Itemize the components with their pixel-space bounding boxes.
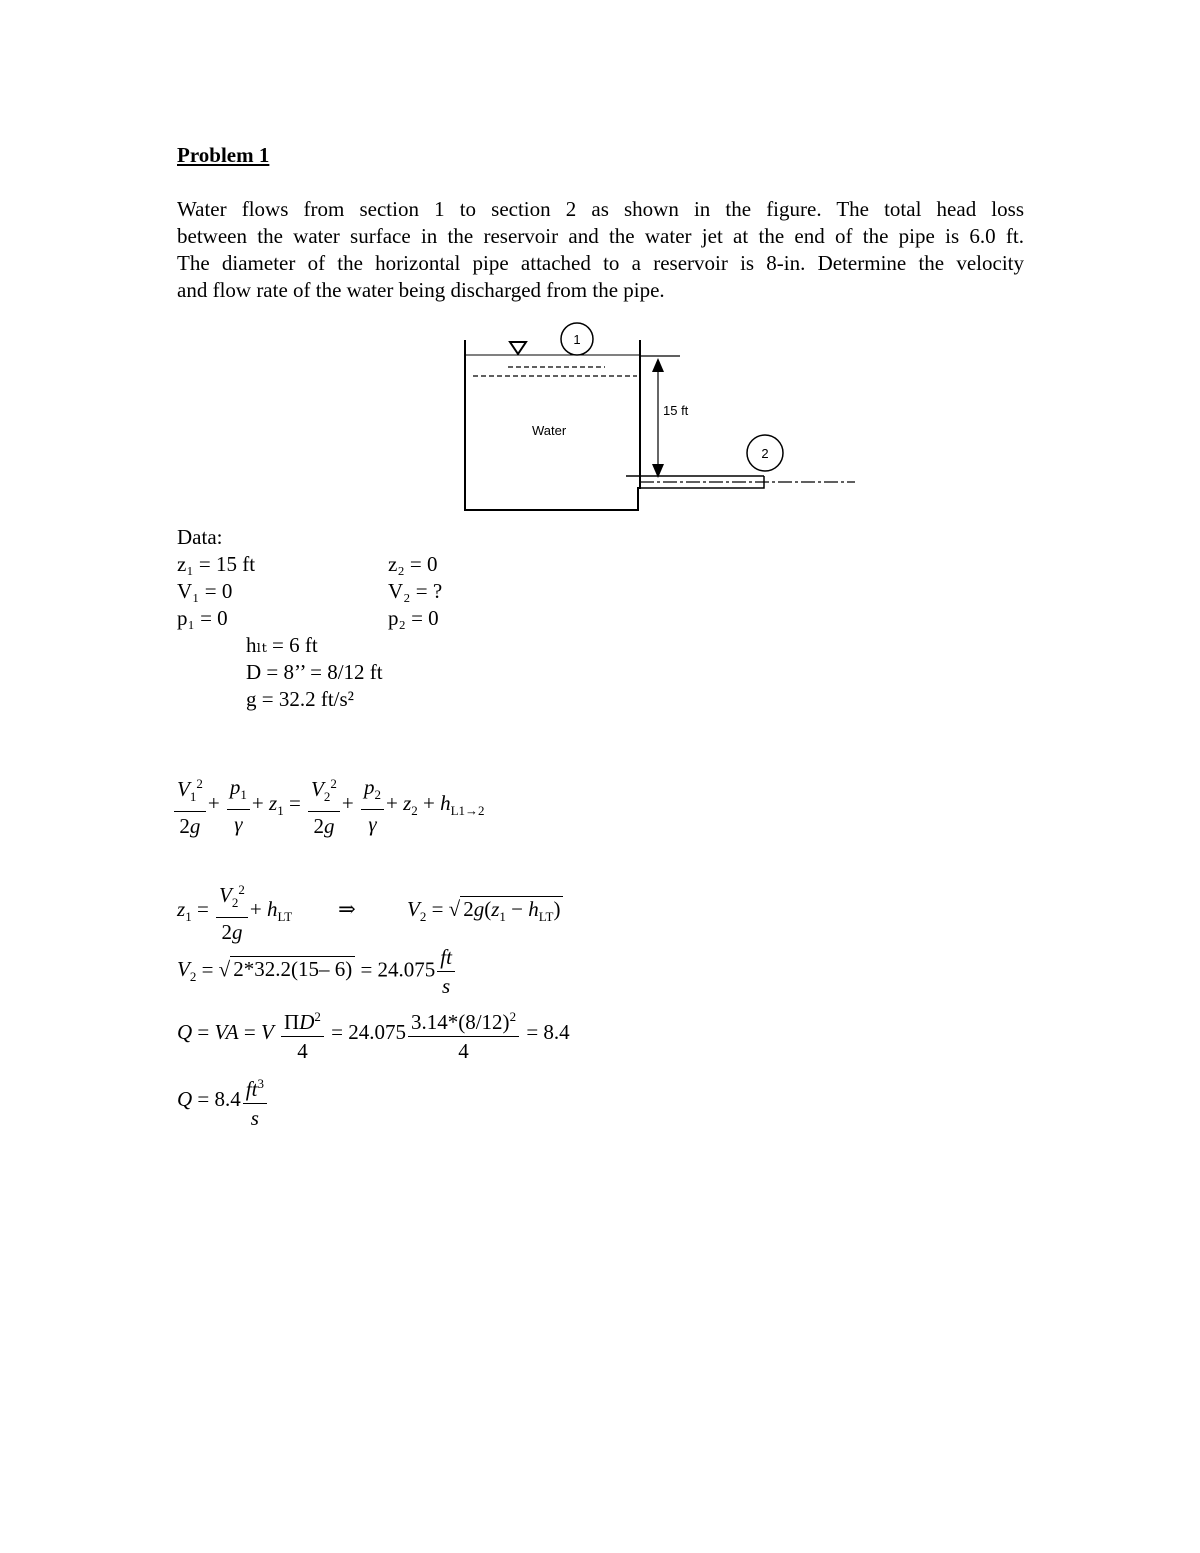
q-calculation: Q = VA = V $\frac{\Pi D^2}{4}$ = 24.075 $\frac{3.14*(8/12)^2}{4}$ = 8.4 [177,1005,570,1063]
v2-calculation: $V_2$ = √ 2*32.2(15– 6) = 24.075 $\frac{ft}{s}$ [177,945,457,998]
problem-statement [177,196,1024,304]
data-p1: p₁ = 0 [177,606,228,630]
section-1-label: 1 [573,332,581,347]
q-final-value: = 8.4 [197,1086,241,1111]
bernoulli-equation: $\frac{V_1^2}{2g}$ + $\frac{p_1}{\gamma}$ + $z_1$ = $\frac{V_2^2}{2g}$ + $\frac{p_2}{\gamma}$ + $z_2 + h_{L1\to 2}$ [172,772,485,838]
data-hlt: hₗₜ = 6 ft [246,633,318,657]
statement-line: The diameter of the horizontal pipe attached to a reservoir is 8-in. Determine the velocity [177,251,1024,275]
statement-line: between the water surface in the reservoir and the water jet at the end of the pipe is 6.0 ft. [177,224,1024,248]
data-z1: z₁ = 15 ft [177,552,256,576]
data-heading: Data: [177,525,223,549]
q-value: = 8.4 [526,1019,570,1044]
q-final: Q = 8.4 $\frac{ft^3}{s}$ [177,1072,269,1130]
data-gravity: g = 32.2 ft/s² [246,687,354,711]
simplified-equation: $z_1$ = $\frac{V_2^2}{2g}$ + $h_{LT}$ ⇒ $V_2$ = √ $2g(z_1 - h_{LT})$ [177,878,563,944]
water-label: Water [532,423,567,438]
q-result-expr: = 24.075 [331,1019,406,1044]
reservoir-figure [450,315,860,515]
data-z2: z₂ = 0 [388,552,438,576]
data-p2: p₂ = 0 [388,606,439,630]
data-v2: V₂ = ? [388,579,443,603]
data-v1: V₁ = 0 [177,579,233,603]
statement-line: and flow rate of the water being discharged from the pipe. [177,278,665,302]
problem-title: Problem 1 [177,143,270,167]
statement-line: Water flows from section 1 to section 2 as shown in the figure. The total head loss [177,197,1024,221]
height-label: 15 ft [663,403,689,418]
v2-numeric-expr: 2*32.2(15– 6) [230,956,355,981]
section-2-label: 2 [761,446,769,461]
q-numeric-den: 4 [458,1039,469,1063]
q-numeric-num: 3.14*(8/12) [410,1010,510,1034]
free-surface-icon [510,342,526,354]
data-diameter: D = 8’’ = 8/12 ft [246,660,383,684]
v2-result: = 24.075 [360,957,436,982]
arrow-up-icon [652,358,664,372]
